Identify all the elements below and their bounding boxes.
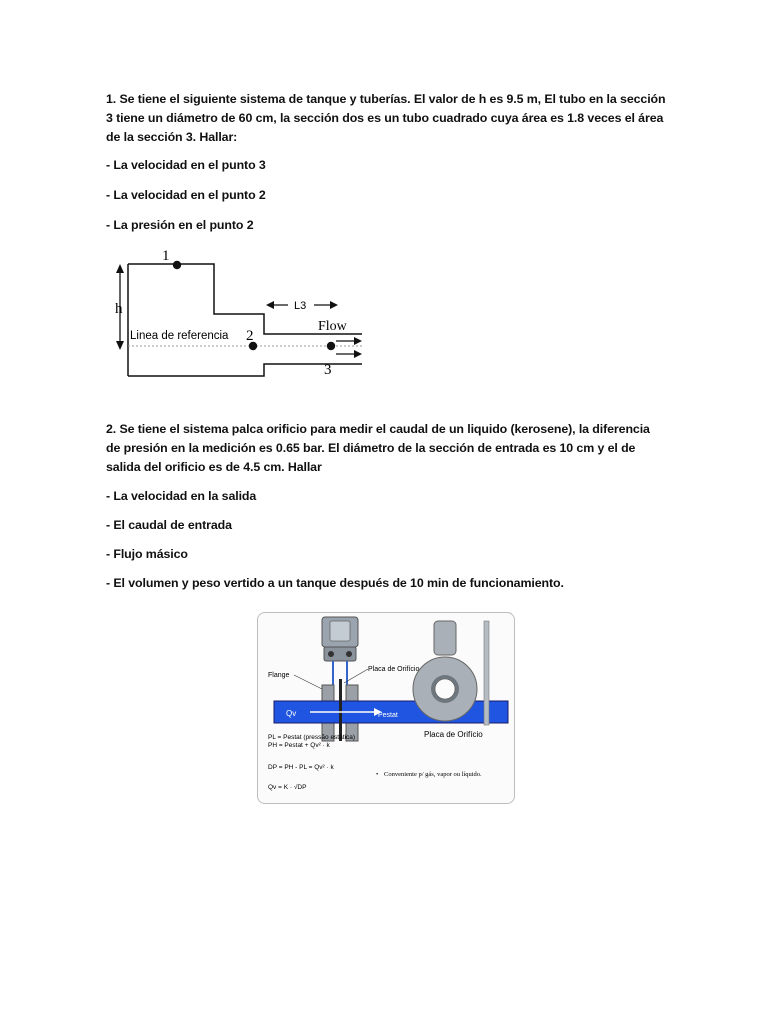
plate-handle — [434, 621, 456, 655]
label-reference: Linea de referencia — [130, 330, 229, 342]
h-arrow-top — [116, 264, 124, 273]
problem1-item-2: - La velocidad en el punto 2 — [106, 188, 266, 202]
tank-pipe-svg — [100, 242, 390, 392]
problem1-item-3: - La presión en el punto 2 — [106, 218, 254, 232]
label-l3: L3 — [294, 300, 307, 312]
label-pestat: Pestat — [378, 712, 398, 719]
problem2-item-2: - El caudal de entrada — [106, 518, 232, 532]
problem2-item-4: - El volumen y peso vertido a un tanque después de 10 min de funcionamiento. — [106, 576, 564, 590]
tank-pipe-diagram — [100, 242, 390, 392]
flow-arrowhead-1 — [354, 337, 362, 345]
eq2: PH = Pestat + Qv² · k — [268, 742, 330, 749]
note-bullet: • — [376, 771, 379, 778]
problem2-statement: 2. Se tiene el sistema palca orificio para medir el caudal de un liquido (kerosene), la diferencia de presión en la medición es 0.65 bar. El diámetro de la sección de entrada es 10 cm y el de salida del orificio es de 4.5 cm. Hallar — [106, 422, 650, 474]
orifice-plate-figure — [257, 612, 515, 804]
problem2-item-1: - La velocidad en la salida — [106, 489, 257, 503]
l3-arrow-right — [330, 301, 338, 309]
point-1 — [173, 261, 181, 269]
plate-bore — [435, 679, 455, 699]
point-3 — [327, 342, 335, 350]
label-placa-top: Placa de Orifício — [368, 666, 420, 673]
l3-arrow-left — [266, 301, 274, 309]
eq1: PL = Pestat (pressão estática) — [268, 734, 356, 741]
orifice-plate-svg — [258, 613, 514, 803]
transmitter-face — [330, 621, 350, 641]
h-arrow-bottom — [116, 341, 124, 350]
label-2: 2 — [246, 328, 254, 344]
eq3: DP = PH - PL = Qv² · k — [268, 764, 334, 771]
plate-side-profile — [484, 621, 489, 725]
flow-arrowhead-2 — [354, 350, 362, 358]
problem2-item-3: - Flujo másico — [106, 547, 188, 561]
label-1: 1 — [162, 248, 170, 264]
problem1-item-1: - La velocidad en el punto 3 — [106, 158, 266, 172]
label-flange: Flange — [268, 672, 290, 679]
label-h: h — [115, 301, 123, 317]
orifice-plate-section — [339, 679, 342, 741]
label-flow: Flow — [318, 319, 347, 334]
eq4: Qv = K · √DP — [268, 784, 307, 791]
problem1-statement: 1. Se tiene el siguiente sistema de tanque y tuberías. El valor de h es 9.5 m, El tubo en la sección 3 tiene un diámetro de 60 cm, la sección dos es un tubo cuadrado cuya área es 1.8 veces el área de la sección 3. Hallar: — [106, 92, 666, 144]
label-placa-side: Placa de Orifício — [424, 730, 483, 739]
manifold-bolt-left — [328, 651, 334, 657]
label-3: 3 — [324, 362, 332, 378]
note: Conveniente p/ gás, vapor ou líquido. — [384, 771, 482, 778]
flange-leader — [294, 675, 322, 689]
manifold-bolt-right — [346, 651, 352, 657]
label-qv: Qv — [286, 709, 297, 718]
